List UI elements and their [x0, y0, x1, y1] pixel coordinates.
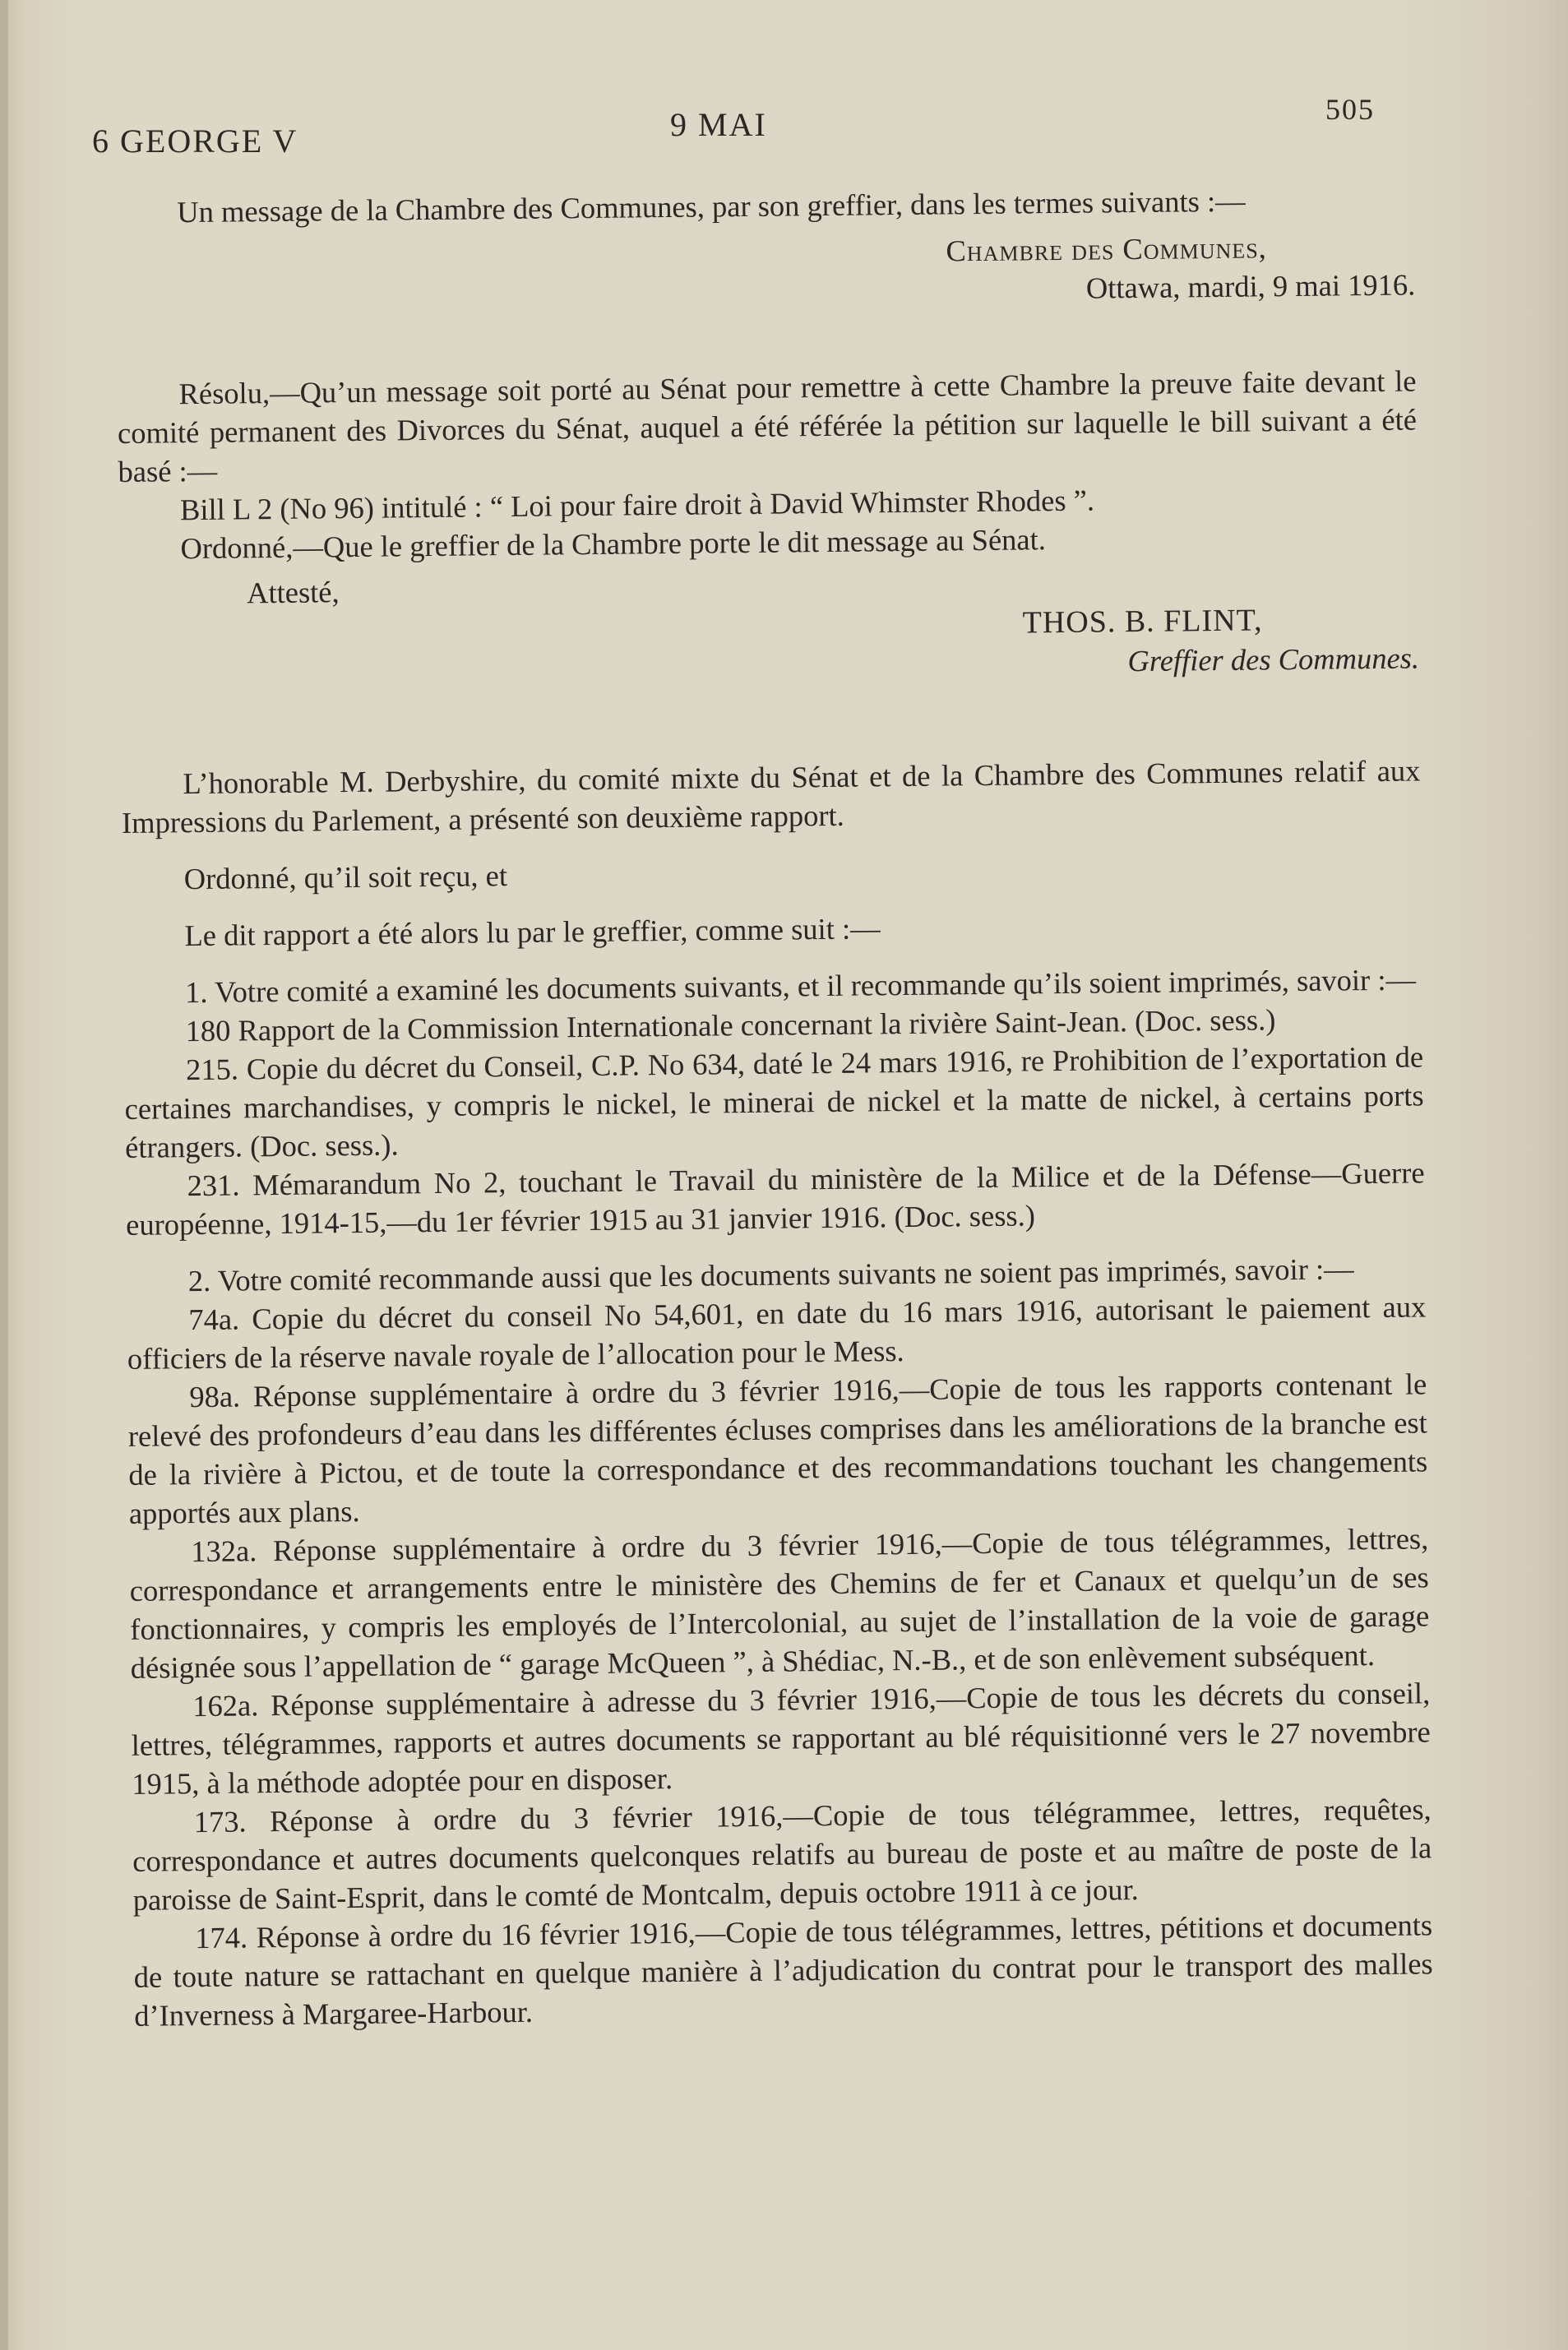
message-place-line2: Ottawa, mardi, 9 mai 1916.	[1085, 267, 1416, 305]
signature-name: THOS. B. FLINT,	[1022, 603, 1263, 641]
page-number: 505	[1325, 93, 1375, 126]
message-place-line1: Chambre des Communes,	[946, 230, 1267, 268]
document-162a: 162a. Réponse supplémentaire à adresse du 3 février 1916,—Copie de tous les décrets du conseil, lettres, télégrammes, rapports et autres documents se rapportant au blé réquisitionné vers le 27 novembre 1915, à la méthode adoptée pour en disposer.	[131, 1676, 1431, 1801]
message-order: Ordonné,—Que le greffier de la Chambre porte le dit message au Sénat.	[180, 522, 1047, 566]
report-item-2: 2. Votre comité recommande aussi que les documents suivants ne soient pas imprimés, savoir :—	[187, 1251, 1354, 1298]
report-intro: L’honorable M. Derbyshire, du comité mixte du Sénat et de la Chambre des Communes relatif aux Impressions du Parlement, a présenté son deuxième rapport.	[121, 753, 1421, 840]
report-read: Le dit rapport a été alors lu par le greffier, comme suit :—	[184, 911, 881, 953]
document-174: 174. Réponse à ordre du 16 février 1916,—Copie de tous télégrammes, lettres, pétitions et documents de toute nature se rattachant en quelque manière à l’adjudication du contrat pour le transport des malles d’Inverness à Margaree-Harbour.	[133, 1908, 1433, 2033]
message-bill: Bill L 2 (No 96) intitulé : “ Loi pour faire droit à David Whimster Rhodes ”.	[179, 483, 1095, 527]
document-74a: 74a. Copie du décret du conseil No 54,601, en date du 16 mars 1916, autorisant le paiement aux officiers de la réserve navale royale de l’allocation pour le Mess.	[127, 1289, 1427, 1376]
page-header	[0, 0, 1568, 181]
document-180: 180 Rapport de la Commission Internationale concernant la rivière Saint-Jean. (Doc. sess.)	[185, 1002, 1276, 1048]
header-center: 9 MAI	[670, 106, 767, 143]
attest-label: Attesté,	[246, 575, 340, 610]
document-215: 215. Copie du décret du Conseil, C.P. No 634, daté le 24 mars 1916, re Prohibition de l’exportation de certaines marchandises, y compris le nickel, le minerai de nickel et la matte de nickel, à certains ports étrangers. (Doc. sess.).	[124, 1039, 1424, 1164]
document-132a: 132a. Réponse supplémentaire à ordre du 3 février 1916,—Copie de tous télégrammes, lettres, correspondance et arrangements entre le ministère des Chemins de fer et Canaux et quelqu’un de ses fonctionnaires, y compris les employés de l’Intercolonial, au sujet de l’installation de la voie de garage désignée sous l’appellation de “ garage McQueen ”, à Shédiac, N.-B., et de son enlèvement subséquent.	[129, 1521, 1430, 1685]
message-intro: Un message de la Chambre des Communes, par son greffier, dans les termes suivants :—	[177, 183, 1246, 229]
document-173: 173. Réponse à ordre du 3 février 1916,—Copie de tous télégrammee, lettres, requêtes, correspondance et autres documents quelconques relatifs au bureau de poste et au maître de poste de la paroisse de Saint-Esprit, dans le comté de Montcalm, depuis octobre 1911 à ce jour.	[132, 1792, 1432, 1917]
page-body	[115, 179, 1433, 2034]
document-231: 231. Mémarandum No 2, touchant le Travail du ministère de la Milice et de la Défense—Guerre européenne, 1914-15,—du 1er février 1915 au 31 janvier 1916. (Doc. sess.)	[125, 1155, 1425, 1242]
report-order: Ordonné, qu’il soit reçu, et	[183, 858, 508, 896]
header-left: 6 GEORGE V	[92, 123, 298, 160]
report-item-1: 1. Votre comité a examiné les documents suivants, et il recommande qu’ils soient imprimés, savoir :—	[184, 962, 1417, 1010]
page-gutter-shadow	[0, 0, 8, 2350]
signature-title: Greffier des Communes.	[1127, 641, 1420, 678]
document-98a: 98a. Réponse supplémentaire à ordre du 3 février 1916,—Copie de tous les rapports contenant le relevé des profondeurs d’eau dans les différentes écluses comprises dans les améliorations de la branche est de la rivière à Pictou, et de toute la correspondance et des recommandations touchant les changements apportés aux plans.	[127, 1367, 1428, 1530]
message-resolution: Résolu,—Qu’un message soit porté au Sénat pour remettre à cette Chambre la preuve faite devant le comité permanent des Divorces du Sénat, auquel a été référée la pétition sur laquelle le bill suivant a été basé :—	[117, 363, 1418, 488]
